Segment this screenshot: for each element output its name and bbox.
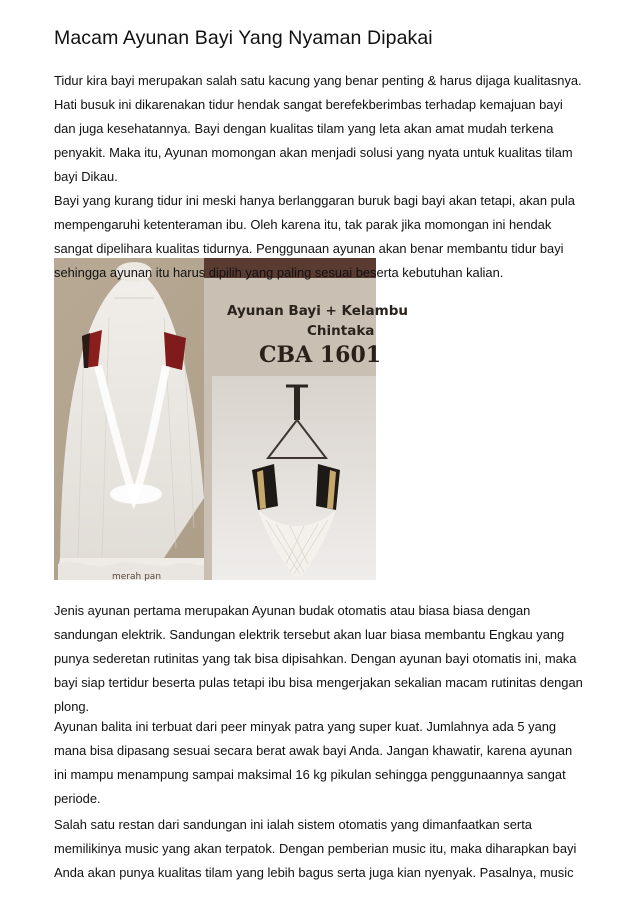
text-line: bayi Dikau. [54, 169, 118, 184]
text-line: penyakit. Maka itu, Ayunan momongan akan menjadi solusi yang nyata untuk kualitas tilam [54, 145, 573, 160]
paragraph-spring-capacity [54, 715, 572, 811]
product-photo [54, 258, 408, 582]
text-line: Jenis ayunan pertama merupakan Ayunan budak otomatis atau biasa biasa dengan [54, 603, 531, 618]
text-line: punya sederetan rutinitas yang tak bisa dipisahkan. Dengan ayunan bayi otomatis ini, maka [54, 651, 577, 666]
text-line: sandungan elektrik. Sandungan elektrik tersebut akan luar biasa membantu Engkau yang [54, 627, 565, 642]
product-label-line1: Ayunan Bayi + Kelambu [227, 303, 408, 319]
text-line: Bayi yang kurang tidur ini meski hanya berlanggaran buruk bagi bayi akan tetapi, akan pula [54, 193, 575, 208]
text-line: Hati busuk ini dikarenakan tidur hendak sangat berefekberimbas terhadap kemajuan bayi [54, 97, 563, 112]
text-line: sangat dipelihara kualitas tidurnya. Penggunaan ayunan akan benar membantu tidur bayi [54, 241, 564, 256]
text-line: dan juga kesehatannya. Bayi dengan kualitas tilam yang leta akan amat mudah terkena [54, 121, 554, 136]
product-model-code: CBA 1601 [259, 342, 382, 368]
text-line: plong. [54, 699, 90, 714]
text-line: Anda akan punya kualitas tilam yang lebih bagus serta juga kian nyenyak. Pasalnya, music [54, 865, 574, 880]
text-line: mempengaruhi ketenteraman ibu. Oleh karena itu, tak parak jika momongan ini hendak [54, 217, 552, 232]
text-line: sehingga ayunan itu harus dipilih yang paling sesuai beserta kebutuhan kalian. [54, 265, 504, 280]
product-footer-text: merah pan [112, 572, 162, 582]
text-line: bayi siap tertidur beserta pulas tetapi ibu bisa mengerjakan sekalian macam rutinitas dengan [54, 675, 583, 690]
text-line: mana bisa dipasang sesuai secara berat awak bayi Anda. Jangan khawatir, karena ayunan [54, 743, 573, 758]
text-line: ini mampu menampung sampai maksimal 16 kg pikulan sehingga penggunaannya sangat [54, 767, 566, 782]
paragraph-sleep-quality [54, 189, 575, 285]
product-label-line2: Chintaka [307, 323, 375, 339]
paragraph-intro [54, 69, 582, 189]
paragraph-automatic-swing [54, 599, 583, 719]
text-line: Tidur kira bayi merupakan salah satu kacung yang benar penting & harus dijaga kualitasnya. [54, 73, 582, 88]
paragraph-music-feature [54, 813, 576, 885]
text-line: Salah satu restan dari sandungan ini ialah sistem otomatis yang dimanfaatkan serta [54, 817, 532, 832]
page-title: Macam Ayunan Bayi Yang Nyaman Dipakai [54, 27, 433, 49]
text-line: memilikinya music yang akan terpatok. Dengan pemberian music itu, maka diharapkan bayi [54, 841, 577, 856]
text-line: periode. [54, 791, 101, 806]
text-line: Ayunan balita ini terbuat dari peer minyak patra yang super kuat. Jumlahnya ada 5 yang [54, 719, 557, 734]
